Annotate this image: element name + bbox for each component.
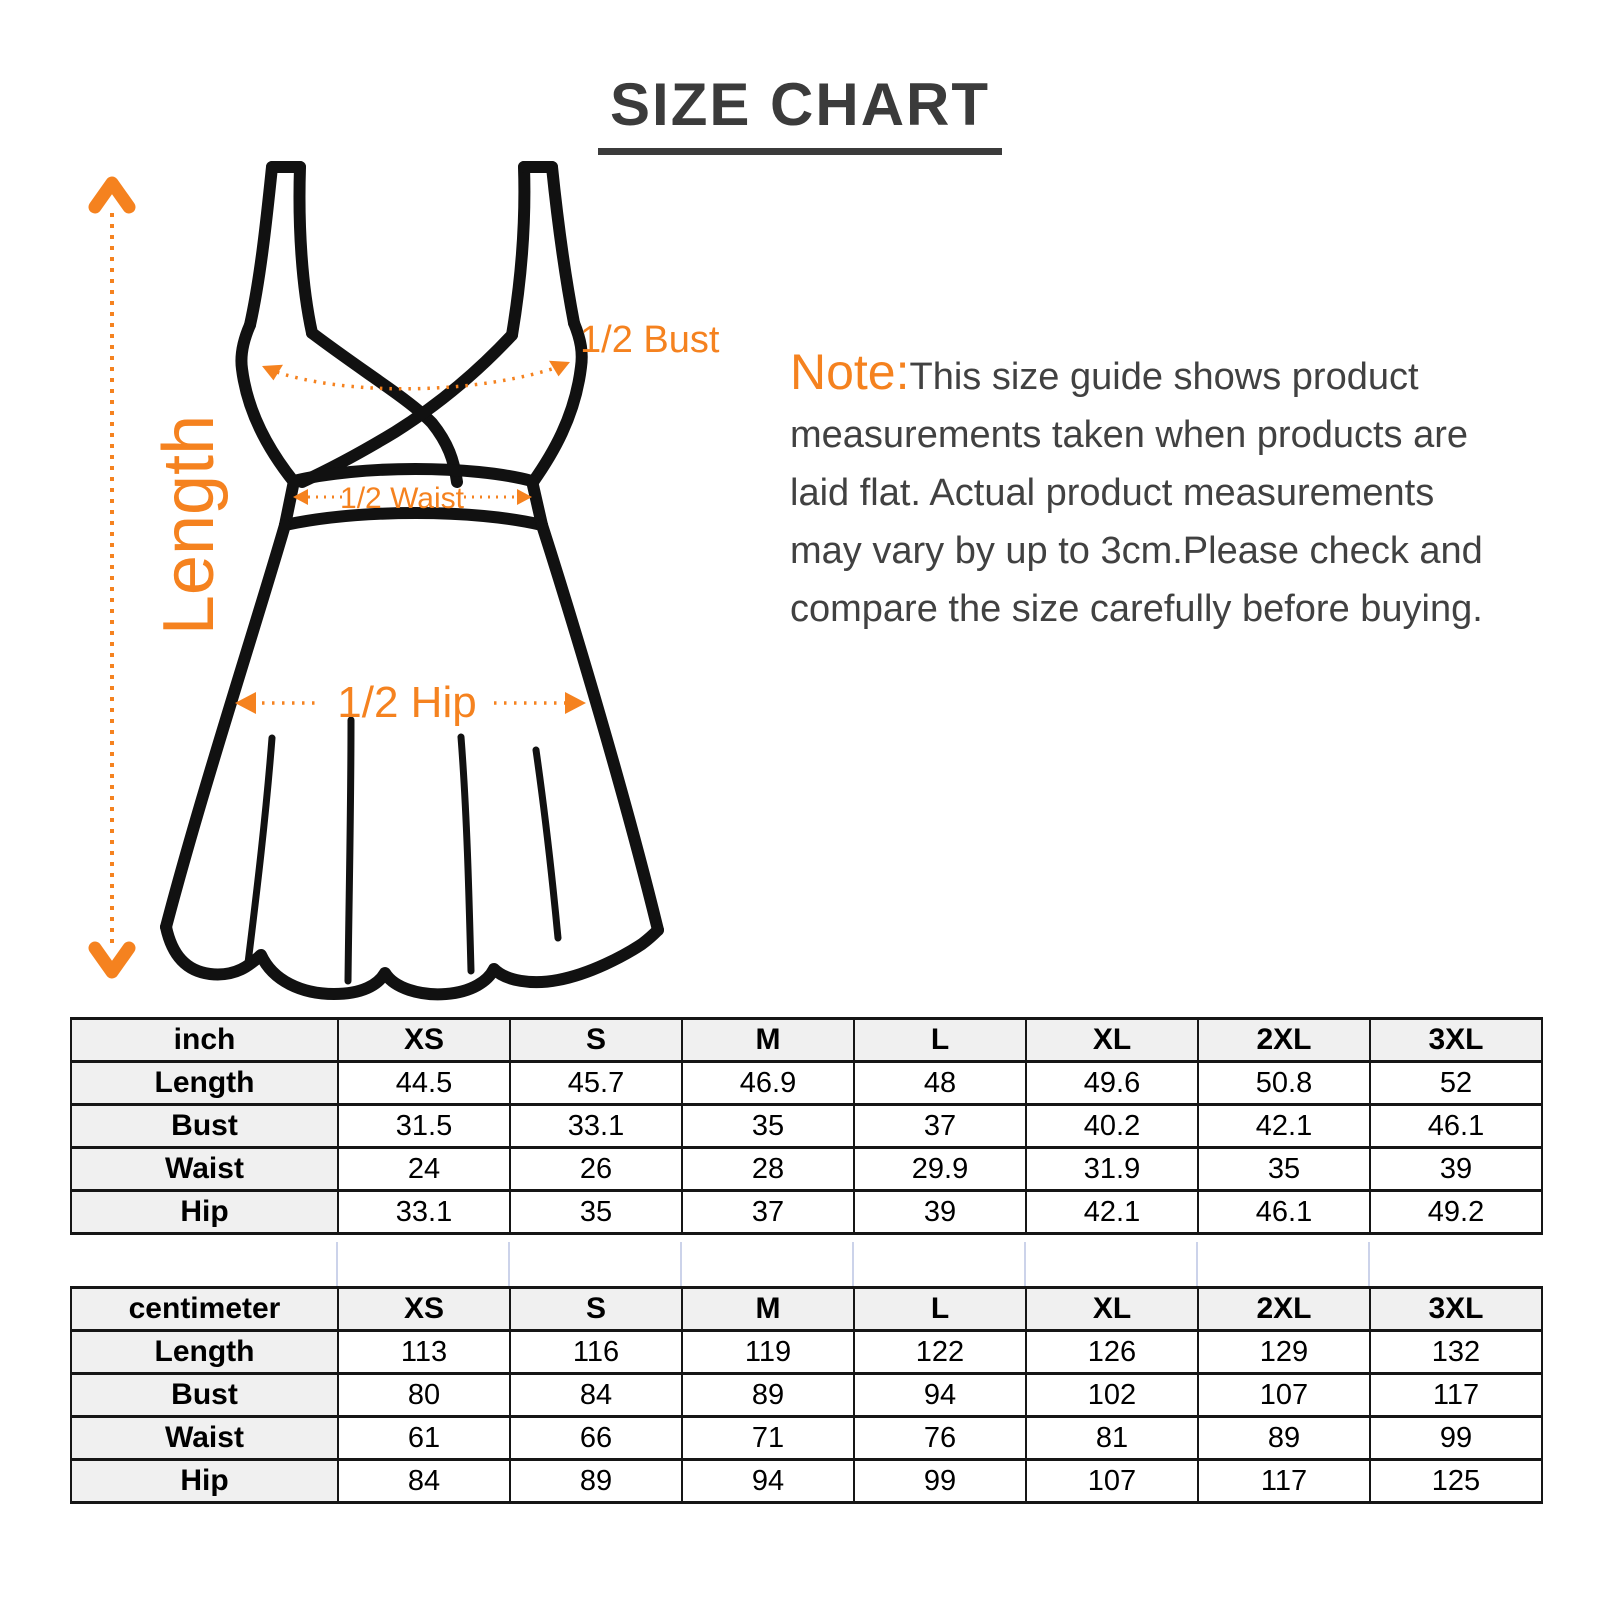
measure-value: 94 (854, 1374, 1026, 1417)
measure-value: 113 (338, 1331, 510, 1374)
table-row (71, 1105, 1542, 1148)
note-block (790, 343, 1540, 638)
measure-value: 76 (854, 1417, 1026, 1460)
measure-value: 46.1 (1198, 1191, 1370, 1234)
measure-value: 99 (854, 1460, 1026, 1503)
skirt-pleats (248, 720, 558, 981)
measure-label: Bust (71, 1105, 338, 1148)
pleat-line (348, 720, 351, 981)
measure-value: 116 (510, 1331, 682, 1374)
left-strap (250, 167, 272, 325)
measure-value: 84 (338, 1460, 510, 1503)
measure-value: 37 (854, 1105, 1026, 1148)
measure-value: 26 (510, 1148, 682, 1191)
gap-guide-line (1024, 1242, 1026, 1286)
measure-value: 39 (1370, 1148, 1542, 1191)
measure-value: 46.1 (1370, 1105, 1542, 1148)
measure-value: 42.1 (1026, 1191, 1198, 1234)
size-header: S (510, 1019, 682, 1062)
table-row (71, 1374, 1542, 1417)
table-row (71, 1191, 1542, 1234)
table-row (71, 1460, 1542, 1503)
table-row (71, 1148, 1542, 1191)
centimeter-size-table (70, 1286, 1543, 1504)
measure-value: 35 (510, 1191, 682, 1234)
table-row (71, 1062, 1542, 1105)
table-gap (70, 1242, 1541, 1286)
measure-value: 117 (1370, 1374, 1542, 1417)
measure-value: 89 (510, 1460, 682, 1503)
note-line: laid flat. Actual product measurements (790, 472, 1435, 514)
gap-guide-line (508, 1242, 510, 1286)
note-line (790, 343, 1540, 406)
note-line-text: This size guide shows product (909, 356, 1419, 398)
size-header: XL (1026, 1288, 1198, 1331)
gap-guide-line (336, 1242, 338, 1286)
pleat-line (461, 737, 471, 971)
measure-value: 107 (1026, 1460, 1198, 1503)
dress-outline (166, 167, 658, 994)
measure-value: 119 (682, 1331, 854, 1374)
size-header: S (510, 1288, 682, 1331)
measure-value: 49.6 (1026, 1062, 1198, 1105)
measure-value: 84 (510, 1374, 682, 1417)
measure-value: 35 (1198, 1148, 1370, 1191)
measure-value: 39 (854, 1191, 1026, 1234)
size-header: XL (1026, 1019, 1198, 1062)
table-row (71, 1417, 1542, 1460)
measure-value: 28 (682, 1148, 854, 1191)
measure-value: 46.9 (682, 1062, 854, 1105)
measure-value: 31.9 (1026, 1148, 1198, 1191)
measure-value: 129 (1198, 1331, 1370, 1374)
title-wrap (0, 70, 1600, 155)
length-label: Length (149, 414, 229, 636)
gap-guide-line (1196, 1242, 1198, 1286)
measure-value: 71 (682, 1417, 854, 1460)
measure-value: 66 (510, 1417, 682, 1460)
measure-value: 94 (682, 1460, 854, 1503)
measure-value: 80 (338, 1374, 510, 1417)
measure-label: Hip (71, 1191, 338, 1234)
measure-value: 126 (1026, 1331, 1198, 1374)
gap-guide-line (680, 1242, 682, 1286)
measure-value: 50.8 (1198, 1062, 1370, 1105)
right-strap (552, 167, 574, 323)
waistband-top (294, 469, 532, 481)
unit-header: centimeter (71, 1288, 338, 1331)
measure-value: 117 (1198, 1460, 1370, 1503)
skirt-right-edge (542, 525, 658, 930)
pleat-line (248, 738, 272, 963)
measure-label: Waist (71, 1417, 338, 1460)
size-header: M (682, 1019, 854, 1062)
measure-value: 52 (1370, 1062, 1542, 1105)
pleat-line (536, 750, 558, 938)
note-line: measurements taken when products are (790, 414, 1469, 456)
measure-value: 99 (1370, 1417, 1542, 1460)
measure-value: 24 (338, 1148, 510, 1191)
measure-value: 107 (1198, 1374, 1370, 1417)
header-row (71, 1019, 1542, 1062)
length-arrow-head-bottom (95, 948, 129, 972)
bust-arrow-head-right (549, 354, 573, 378)
measure-value: 31.5 (338, 1105, 510, 1148)
bust-arrow-line (268, 365, 564, 389)
measure-value: 45.7 (510, 1062, 682, 1105)
left-strap-inner (300, 167, 313, 333)
measure-value: 81 (1026, 1417, 1198, 1460)
note-prefix: Note: (790, 344, 910, 400)
gap-guide-line (1368, 1242, 1370, 1286)
page-title: SIZE CHART (598, 70, 1002, 155)
measure-value: 33.1 (510, 1105, 682, 1148)
measure-label: Length (71, 1331, 338, 1374)
measure-value: 33.1 (338, 1191, 510, 1234)
header-row (71, 1288, 1542, 1331)
size-header: 2XL (1198, 1019, 1370, 1062)
size-header: M (682, 1288, 854, 1331)
bodice-right-edge (533, 323, 582, 482)
size-header: XS (338, 1288, 510, 1331)
bust-arrow-head-left (259, 358, 283, 382)
skirt-hem (166, 927, 658, 994)
note-line: may vary by up to 3cm.Please check and (790, 530, 1483, 572)
measure-value: 89 (682, 1374, 854, 1417)
hip-label: 1/2 Hip (337, 678, 477, 727)
measure-label: Hip (71, 1460, 338, 1503)
measure-value: 48 (854, 1062, 1026, 1105)
length-arrow-head-top (95, 183, 129, 207)
measure-value: 35 (682, 1105, 854, 1148)
measure-value: 125 (1370, 1460, 1542, 1503)
measure-value: 132 (1370, 1331, 1542, 1374)
waist-label: 1/2 Waist (340, 482, 464, 515)
measure-label: Waist (71, 1148, 338, 1191)
measure-value: 122 (854, 1331, 1026, 1374)
size-header: 2XL (1198, 1288, 1370, 1331)
bodice-left-edge (241, 325, 294, 482)
size-header: 3XL (1370, 1019, 1542, 1062)
measure-value: 40.2 (1026, 1105, 1198, 1148)
hip-arrow-head-right (565, 692, 586, 714)
measure-value: 37 (682, 1191, 854, 1234)
size-header: 3XL (1370, 1288, 1542, 1331)
measure-value: 89 (1198, 1417, 1370, 1460)
measure-value: 102 (1026, 1374, 1198, 1417)
measure-value: 42.1 (1198, 1105, 1370, 1148)
unit-header: inch (71, 1019, 338, 1062)
dress-diagram (80, 155, 720, 1005)
table-row (71, 1331, 1542, 1374)
measure-label: Length (71, 1062, 338, 1105)
measure-value: 44.5 (338, 1062, 510, 1105)
measure-value: 49.2 (1370, 1191, 1542, 1234)
bust-label: 1/2 Bust (580, 319, 720, 361)
inch-size-table (70, 1017, 1543, 1235)
measure-label: Bust (71, 1374, 338, 1417)
gap-guide-line (852, 1242, 854, 1286)
measure-value: 29.9 (854, 1148, 1026, 1191)
note-line: compare the size carefully before buying. (790, 588, 1483, 630)
size-header: XS (338, 1019, 510, 1062)
size-header: L (854, 1019, 1026, 1062)
measure-value: 61 (338, 1417, 510, 1460)
size-header: L (854, 1288, 1026, 1331)
right-strap-inner (512, 167, 524, 335)
